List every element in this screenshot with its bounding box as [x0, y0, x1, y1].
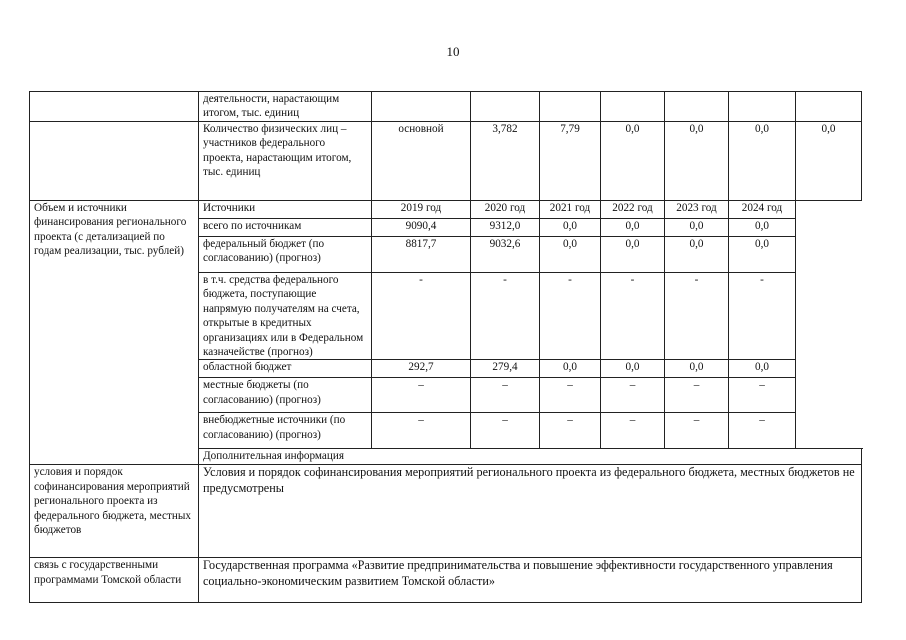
source-value: 9312,0 — [471, 219, 540, 237]
indicator-value: 7,79 — [540, 122, 601, 201]
year-header: 2021 год — [540, 201, 601, 219]
source-value: 292,7 — [372, 360, 471, 378]
financing-section-label: Объем и источники финансирования регионального проекта (с детализацией по годам реализации, тыс. рублей) — [30, 201, 199, 465]
source-value: – — [665, 413, 729, 449]
table-row — [30, 92, 862, 122]
sources-header: Источники — [199, 201, 372, 219]
source-value: - — [372, 273, 471, 360]
programs-text: Государственная программа «Развитие предпринимательства и повышение эффективности государственного управления социально-экономическим развитием Томской области» — [199, 558, 862, 603]
indicator-value: 0,0 — [601, 122, 665, 201]
empty-cell — [796, 92, 862, 122]
year-header: 2020 год — [471, 201, 540, 219]
source-value: 0,0 — [601, 219, 665, 237]
year-header: 2023 год — [665, 201, 729, 219]
source-value: 9032,6 — [471, 237, 540, 273]
source-value: 0,0 — [729, 237, 796, 273]
source-value: – — [471, 413, 540, 449]
cofinancing-text: Условия и порядок софинансирования мероприятий регионального проекта из федерального бюджета, местных бюджетов не предусмотрены — [199, 465, 862, 558]
source-value: – — [729, 378, 796, 413]
empty-cell — [30, 122, 199, 201]
source-value: 279,4 — [471, 360, 540, 378]
source-value: - — [601, 273, 665, 360]
source-label: местные бюджеты (по согласованию) (прогноз) — [199, 378, 372, 413]
empty-cell — [372, 92, 471, 122]
page-number: 10 — [446, 44, 460, 59]
indicator-label: Количество физических лиц – участников федерального проекта, нарастающим итогом, тыс. единиц — [199, 122, 372, 201]
source-value: - — [729, 273, 796, 360]
indicator-value: 0,0 — [665, 122, 729, 201]
table-row — [30, 558, 862, 603]
empty-cell — [30, 92, 199, 122]
financing-header-row — [30, 201, 862, 219]
passport-table — [29, 91, 862, 603]
indicator-base-value: 3,782 — [471, 122, 540, 201]
source-label: в т.ч. средства федерального бюджета, поступающие напрямую получателям на счета, открытые в кредитных организациях или в Федеральном казначействе (прогноз) — [199, 273, 372, 360]
source-value: 0,0 — [601, 360, 665, 378]
indicator-type: основной — [372, 122, 471, 201]
source-value: - — [665, 273, 729, 360]
indicator-label: деятельности, нарастающим итогом, тыс. единиц — [199, 92, 372, 122]
source-value: 0,0 — [540, 360, 601, 378]
source-value: 0,0 — [729, 360, 796, 378]
cofinancing-label: условия и порядок софинансирования мероприятий регионального проекта из федерального бюджета, местных бюджетов — [30, 465, 199, 558]
source-value: 9090,4 — [372, 219, 471, 237]
year-header: 2019 год — [372, 201, 471, 219]
source-value: 0,0 — [729, 219, 796, 237]
source-label: областной бюджет — [199, 360, 372, 378]
year-header: 2024 год — [729, 201, 796, 219]
source-value: 0,0 — [665, 237, 729, 273]
table-row — [30, 465, 862, 558]
source-label: федеральный бюджет (по согласованию) (прогноз) — [199, 237, 372, 273]
table-row — [30, 122, 862, 201]
source-value: 0,0 — [540, 237, 601, 273]
source-value: – — [601, 378, 665, 413]
source-label: внебюджетные источники (по согласованию) (прогноз) — [199, 413, 372, 449]
source-value: 0,0 — [665, 360, 729, 378]
year-header: 2022 год — [601, 201, 665, 219]
empty-cell — [471, 92, 540, 122]
source-value: 8817,7 — [372, 237, 471, 273]
source-value: – — [540, 378, 601, 413]
additional-info-heading: Дополнительная информация — [199, 449, 862, 465]
indicator-value: 0,0 — [796, 122, 862, 201]
empty-cell — [540, 92, 601, 122]
source-label: всего по источникам — [199, 219, 372, 237]
programs-label: связь с государственными программами Томской области — [30, 558, 199, 603]
source-value: – — [540, 413, 601, 449]
source-value: – — [665, 378, 729, 413]
source-value: - — [471, 273, 540, 360]
source-value: – — [729, 413, 796, 449]
source-value: 0,0 — [601, 237, 665, 273]
empty-cell — [729, 92, 796, 122]
source-value: – — [471, 378, 540, 413]
source-value: 0,0 — [540, 219, 601, 237]
source-value: – — [601, 413, 665, 449]
source-value: - — [540, 273, 601, 360]
empty-cell — [665, 92, 729, 122]
empty-cell — [601, 92, 665, 122]
source-value: – — [372, 413, 471, 449]
source-value: – — [372, 378, 471, 413]
indicator-value: 0,0 — [729, 122, 796, 201]
source-value: 0,0 — [665, 219, 729, 237]
